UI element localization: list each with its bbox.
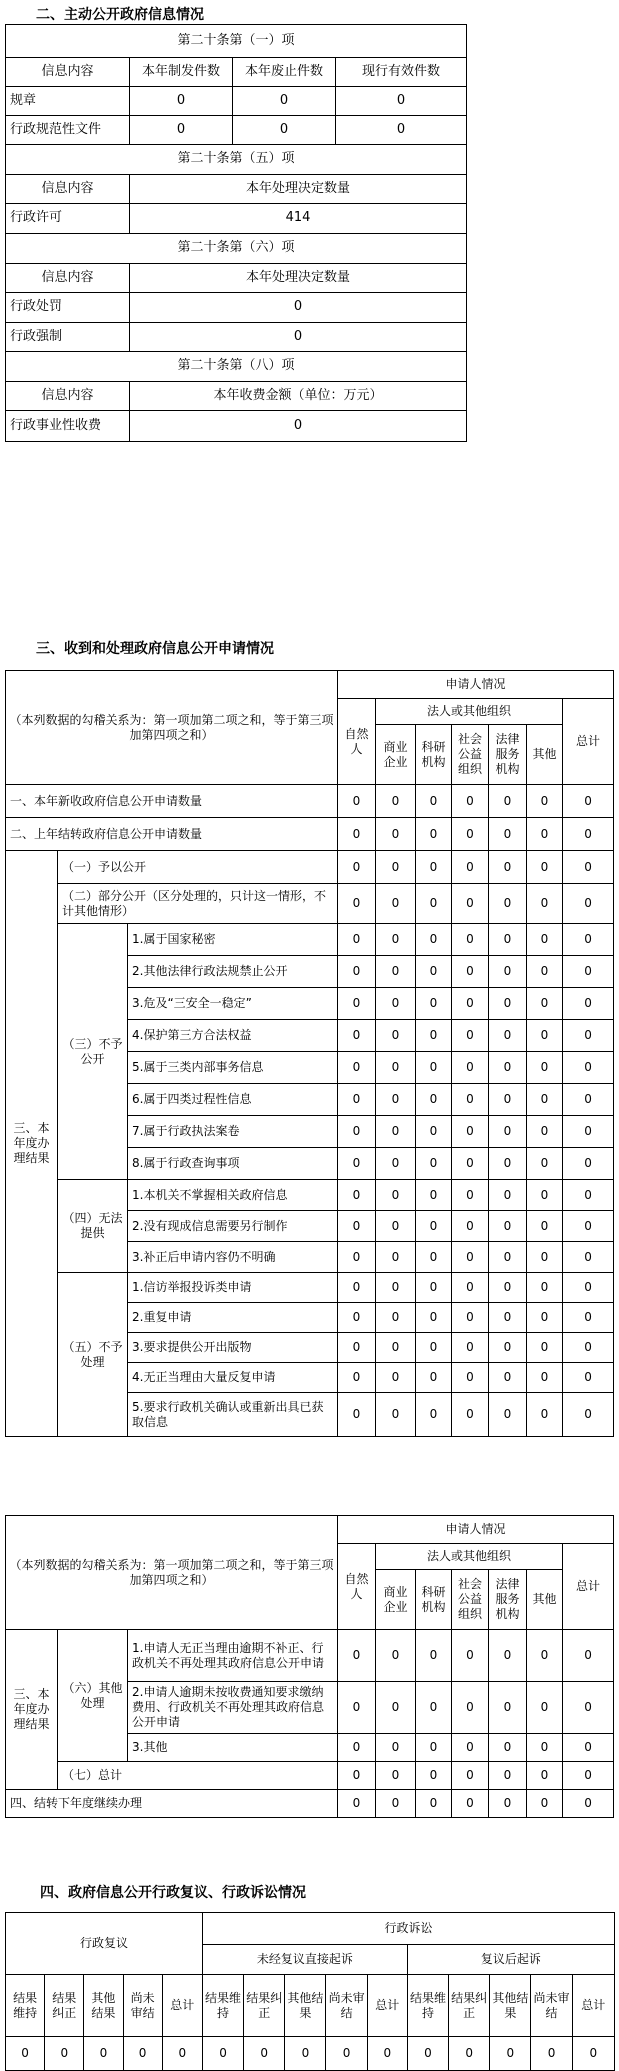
cell-count: 0 (376, 785, 416, 818)
col-header: 结果维持 (202, 1975, 243, 2037)
active-disclosure-table (5, 24, 467, 442)
header-other: 其他 (527, 725, 563, 785)
cell-count: 0 (527, 988, 563, 1020)
cell-count: 0 (527, 1393, 563, 1437)
cell-count: 0 (452, 1393, 489, 1437)
col-header: 总计 (572, 1975, 614, 2037)
cell-value: 0 (130, 116, 233, 145)
art20-8-title: 第二十条第（八）项 (6, 352, 467, 382)
section-title-2: 二、主动公开政府信息情况 (36, 7, 204, 23)
cell-count: 0 (489, 884, 527, 924)
header-info-content: 信息内容 (6, 264, 130, 293)
cell-count: 0 (376, 1333, 416, 1363)
cell-count: 0 (416, 1790, 452, 1818)
art20-5-title: 第二十条第（五）项 (6, 145, 467, 175)
cell-count: 0 (489, 1084, 527, 1116)
cell-count: 0 (416, 1052, 452, 1084)
cell-count: 0 (527, 1333, 563, 1363)
col-header: 结果维持 (407, 1975, 448, 2037)
cell-count: 0 (452, 1211, 489, 1242)
cell-count: 0 (338, 924, 376, 956)
col-header: 其他结果 (490, 1975, 531, 2037)
review-litigation-table (5, 1912, 615, 2071)
cell-count: 0 (376, 988, 416, 1020)
cell-count: 0 (563, 988, 614, 1020)
row-label: 行政处罚 (6, 293, 130, 323)
header-social: 社会公益组织 (452, 1570, 489, 1630)
section-title-4: 四、政府信息公开行政复议、行政诉讼情况 (40, 1885, 306, 1901)
item-not-processed: 1.信访举报投诉类申请 (128, 1273, 338, 1303)
header-info-content: 信息内容 (6, 382, 130, 411)
cell-count: 0 (527, 1211, 563, 1242)
cell-count: 0 (416, 1116, 452, 1148)
cell-count: 0 (376, 1630, 416, 1682)
col-header: 尚未审结 (123, 1975, 162, 2037)
cell-count: 0 (527, 1303, 563, 1333)
cell-count: 0 (489, 818, 527, 851)
cell-count: 0 (563, 1363, 614, 1393)
cell-value: 0 (336, 116, 467, 145)
cell-count: 0 (338, 1273, 376, 1303)
cell-count: 0 (416, 1303, 452, 1333)
cell-count: 0 (452, 1242, 489, 1273)
cell-value: 0 (130, 87, 233, 116)
cell-count: 0 (338, 1762, 376, 1790)
cell-count: 0 (527, 1148, 563, 1180)
cell-count: 0 (563, 1393, 614, 1437)
cell-count: 0 (452, 1084, 489, 1116)
cell-count: 0 (452, 1333, 489, 1363)
cell-count: 0 (489, 1116, 527, 1148)
cell-count: 0 (489, 1682, 527, 1734)
cell-count: 0 (338, 1242, 376, 1273)
cell-count: 0 (489, 1020, 527, 1052)
header-applicant: 申请人情况 (338, 671, 614, 699)
cell-count: 0 (527, 1052, 563, 1084)
cell-count: 0 (489, 1052, 527, 1084)
cell-count: 0 (452, 785, 489, 818)
cell-count: 0 (527, 1734, 563, 1762)
cell-count: 0 (416, 924, 452, 956)
header-decisions: 本年处理决定数量 (130, 264, 467, 293)
group-disclosed: （一）予以公开 (58, 851, 338, 884)
cell-count: 0 (489, 1393, 527, 1437)
item-not-disclosed: 6.属于四类过程性信息 (128, 1084, 338, 1116)
cell-count: 0 (376, 1363, 416, 1393)
cell-count: 0 (338, 1052, 376, 1084)
group-unable: （四）无法提供 (58, 1180, 128, 1273)
application-table-part1 (5, 670, 614, 1437)
cell-count: 0 (376, 818, 416, 851)
item-unable: 1.本机关不掌握相关政府信息 (128, 1180, 338, 1211)
cell-count: 0 (563, 1762, 614, 1790)
item-not-processed: 3.要求提供公开出版物 (128, 1333, 338, 1363)
cell-count: 0 (527, 924, 563, 956)
art20-6-title: 第二十条第（六）项 (6, 234, 467, 264)
group-not-processed: （五）不予处理 (58, 1273, 128, 1437)
cell-count: 0 (416, 785, 452, 818)
cell-count: 0 (527, 1363, 563, 1393)
cell-count: 0 (527, 1682, 563, 1734)
item-not-disclosed: 5.属于三类内部事务信息 (128, 1052, 338, 1084)
cell-count: 0 (416, 1084, 452, 1116)
cell-count: 0 (407, 2037, 448, 2071)
cell-count: 0 (202, 2037, 243, 2071)
cell-count: 0 (338, 1211, 376, 1242)
item-not-disclosed: 7.属于行政执法案卷 (128, 1116, 338, 1148)
cell-count: 0 (527, 785, 563, 818)
cell-count: 0 (376, 1211, 416, 1242)
cell-count: 0 (563, 1333, 614, 1363)
col-header: 总计 (162, 1975, 202, 2037)
group-total: （七）总计 (58, 1762, 338, 1790)
cell-count: 0 (452, 1363, 489, 1393)
col-header: 结果纠正 (449, 1975, 490, 2037)
cell-count: 0 (338, 1363, 376, 1393)
cell-count: 0 (338, 818, 376, 851)
cell-count: 0 (45, 2037, 84, 2071)
cell-count: 0 (489, 1242, 527, 1273)
cell-count: 0 (376, 1273, 416, 1303)
cell-count: 0 (563, 1630, 614, 1682)
cell-count: 0 (527, 1116, 563, 1148)
cell-count: 0 (452, 1303, 489, 1333)
cell-count: 0 (489, 924, 527, 956)
cell-count: 0 (338, 1116, 376, 1148)
cell-count: 0 (489, 1790, 527, 1818)
cell-count: 0 (338, 1790, 376, 1818)
cell-count: 0 (563, 1303, 614, 1333)
cell-count: 0 (416, 1363, 452, 1393)
cell-count: 0 (376, 1734, 416, 1762)
cell-count: 0 (376, 1180, 416, 1211)
header-natural: 自然人 (338, 699, 376, 785)
cell-count: 0 (452, 924, 489, 956)
cell-count: 0 (489, 1273, 527, 1303)
item-not-disclosed: 4.保护第三方合法权益 (128, 1020, 338, 1052)
cell-count: 0 (416, 1630, 452, 1682)
cell-count: 0 (489, 1734, 527, 1762)
cell-count: 0 (527, 1762, 563, 1790)
item-not-processed: 5.要求行政机关确认或重新出具已获取信息 (128, 1393, 338, 1437)
header-commercial: 商业企业 (376, 725, 416, 785)
cell-count: 0 (376, 1084, 416, 1116)
item-not-disclosed: 3.危及“三安全一稳定” (128, 988, 338, 1020)
cell-count: 0 (489, 1148, 527, 1180)
header-info-content: 信息内容 (6, 175, 130, 204)
header-research: 科研机构 (416, 725, 452, 785)
header-decisions: 本年处理决定数量 (130, 175, 467, 204)
header-legal: 法人或其他组织 (376, 699, 563, 725)
item-not-disclosed: 1.属于国家秘密 (128, 924, 338, 956)
item-not-processed: 4.无正当理由大量反复申请 (128, 1363, 338, 1393)
cell-count: 0 (452, 851, 489, 884)
cell-count: 0 (452, 1762, 489, 1790)
cell-count: 0 (452, 988, 489, 1020)
cell-count: 0 (563, 1052, 614, 1084)
cell-count: 0 (563, 924, 614, 956)
header-abolished: 本年废止件数 (233, 58, 336, 87)
row-results-label: 三、本年度办理结果 (6, 1630, 58, 1790)
cell-count: 0 (416, 1682, 452, 1734)
cell-count: 0 (489, 851, 527, 884)
cell-count: 0 (338, 1682, 376, 1734)
cell-count: 0 (452, 884, 489, 924)
cell-count: 0 (452, 818, 489, 851)
cell-count: 0 (563, 1020, 614, 1052)
header-applicant: 申请人情况 (338, 1516, 614, 1544)
cell-count: 0 (338, 1734, 376, 1762)
cell-count: 0 (449, 2037, 490, 2071)
cell-count: 0 (527, 1630, 563, 1682)
cell-count: 0 (338, 956, 376, 988)
cell-count: 0 (376, 1762, 416, 1790)
cell-count: 0 (563, 1790, 614, 1818)
cell-count: 0 (452, 1148, 489, 1180)
cell-count: 0 (452, 1734, 489, 1762)
cell-count: 0 (338, 1333, 376, 1363)
cell-count: 0 (563, 818, 614, 851)
cell-count: 0 (416, 818, 452, 851)
cell-count: 0 (527, 1273, 563, 1303)
cell-count: 0 (376, 1148, 416, 1180)
row-label: 行政事业性收费 (6, 411, 130, 442)
header-natural: 自然人 (338, 1544, 376, 1630)
header-legal: 法人或其他组织 (376, 1544, 563, 1570)
cell-count: 0 (376, 1242, 416, 1273)
cell-count: 0 (452, 1790, 489, 1818)
col-header: 结果纠正 (244, 1975, 285, 2037)
cell-count: 0 (416, 1180, 452, 1211)
cell-count: 0 (376, 1052, 416, 1084)
section-title-3: 三、收到和处理政府信息公开申请情况 (36, 641, 274, 657)
cell-count: 0 (452, 1273, 489, 1303)
cell-count: 0 (452, 1020, 489, 1052)
art20-1-title: 第二十条第（一）项 (6, 25, 467, 58)
cell-count: 0 (452, 1630, 489, 1682)
cell-count: 0 (367, 2037, 407, 2071)
header-social: 社会公益组织 (452, 725, 489, 785)
cell-count: 0 (572, 2037, 614, 2071)
cell-count: 0 (489, 956, 527, 988)
cell-count: 0 (563, 884, 614, 924)
cell-value: 0 (233, 87, 336, 116)
header-total: 总计 (563, 1544, 614, 1630)
cell-count: 0 (527, 1790, 563, 1818)
cell-count: 0 (376, 884, 416, 924)
item-other-processing: 3.其他 (128, 1734, 338, 1762)
cell-count: 0 (563, 1242, 614, 1273)
cell-count: 0 (563, 785, 614, 818)
cell-count: 0 (416, 988, 452, 1020)
item-not-disclosed: 8.属于行政查询事项 (128, 1148, 338, 1180)
cell-value: 0 (233, 116, 336, 145)
item-unable: 2.没有现成信息需要另行制作 (128, 1211, 338, 1242)
col-header: 其他结果 (285, 1975, 326, 2037)
row-results-label: 三、本年度办理结果 (6, 851, 58, 1437)
col-header: 尚未审结 (326, 1975, 367, 2037)
cell-count: 0 (489, 1762, 527, 1790)
cell-count: 0 (376, 1303, 416, 1333)
cell-count: 0 (563, 1273, 614, 1303)
cell-count: 0 (489, 785, 527, 818)
cell-value: 0 (336, 87, 467, 116)
cell-count: 0 (285, 2037, 326, 2071)
header-other: 其他 (527, 1570, 563, 1630)
cell-count: 0 (416, 1734, 452, 1762)
cell-count: 0 (563, 1116, 614, 1148)
header-note: （本列数据的勾稽关系为：第一项加第二项之和，等于第三项加第四项之和） (6, 1516, 338, 1630)
cell-count: 0 (452, 1052, 489, 1084)
header-commercial: 商业企业 (376, 1570, 416, 1630)
header-info-content: 信息内容 (6, 58, 130, 87)
cell-count: 0 (527, 1180, 563, 1211)
cell-count: 0 (338, 1630, 376, 1682)
cell-count: 0 (416, 1273, 452, 1303)
cell-count: 0 (416, 1393, 452, 1437)
header-research: 科研机构 (416, 1570, 452, 1630)
cell-count: 0 (489, 988, 527, 1020)
cell-count: 0 (490, 2037, 531, 2071)
application-table-part2 (5, 1515, 614, 1818)
cell-count: 0 (376, 851, 416, 884)
cell-count: 0 (416, 851, 452, 884)
cell-count: 0 (244, 2037, 285, 2071)
cell-count: 0 (531, 2037, 572, 2071)
cell-count: 0 (376, 956, 416, 988)
col-header: 结果纠正 (45, 1975, 84, 2037)
cell-count: 0 (338, 1393, 376, 1437)
cell-count: 0 (338, 1180, 376, 1211)
cell-count: 0 (376, 1116, 416, 1148)
cell-count: 0 (123, 2037, 162, 2071)
col-header: 尚未审结 (531, 1975, 572, 2037)
cell-count: 0 (416, 1020, 452, 1052)
header-fee: 本年收费金额（单位：万元） (130, 382, 467, 411)
cell-count: 0 (84, 2037, 123, 2071)
group-not-disclosed: （三）不予公开 (58, 924, 128, 1180)
cell-count: 0 (563, 851, 614, 884)
row-label: 行政规范性文件 (6, 116, 130, 145)
item-unable: 3.补正后申请内容仍不明确 (128, 1242, 338, 1273)
header-law: 法律服务机构 (489, 725, 527, 785)
header-valid: 现行有效件数 (336, 58, 467, 87)
cell-value: 0 (130, 293, 467, 323)
cell-count: 0 (376, 1020, 416, 1052)
cell-count: 0 (489, 1630, 527, 1682)
cell-count: 0 (563, 1180, 614, 1211)
cell-count: 0 (416, 1211, 452, 1242)
cell-count: 0 (527, 1084, 563, 1116)
header-total: 总计 (563, 699, 614, 785)
group-other-processing: （六）其他处理 (58, 1630, 128, 1762)
row-carry-forward: 四、结转下年度继续办理 (6, 1790, 338, 1818)
cell-count: 0 (527, 884, 563, 924)
cell-count: 0 (563, 1682, 614, 1734)
cell-count: 0 (452, 1682, 489, 1734)
header-litigation: 行政诉讼 (202, 1913, 614, 1945)
group-partial: （二）部分公开（区分处理的，只计这一情形，不计其他情形） (58, 884, 338, 924)
col-header: 其他结果 (84, 1975, 123, 2037)
cell-count: 0 (489, 1333, 527, 1363)
item-other-processing: 1.申请人无正当理由逾期不补正、行政机关不再处理其政府信息公开申请 (128, 1630, 338, 1682)
row-label: 规章 (6, 87, 130, 116)
cell-count: 0 (338, 785, 376, 818)
cell-count: 0 (489, 1303, 527, 1333)
cell-count: 0 (527, 956, 563, 988)
cell-count: 0 (489, 1180, 527, 1211)
cell-value: 0 (130, 323, 467, 352)
row-new-applications: 一、本年新收政府信息公开申请数量 (6, 785, 338, 818)
cell-count: 0 (338, 884, 376, 924)
cell-count: 0 (6, 2037, 45, 2071)
header-law: 法律服务机构 (489, 1570, 527, 1630)
cell-count: 0 (527, 851, 563, 884)
cell-count: 0 (527, 1242, 563, 1273)
cell-count: 0 (563, 1084, 614, 1116)
cell-count: 0 (452, 1116, 489, 1148)
cell-count: 0 (563, 1211, 614, 1242)
header-note: （本列数据的勾稽关系为：第一项加第二项之和，等于第三项加第四项之和） (6, 671, 338, 785)
item-not-disclosed: 2.其他法律行政法规禁止公开 (128, 956, 338, 988)
header-direct: 未经复议直接起诉 (202, 1945, 407, 1975)
cell-count: 0 (489, 1211, 527, 1242)
header-issued: 本年制发件数 (130, 58, 233, 87)
row-carried-applications: 二、上年结转政府信息公开申请数量 (6, 818, 338, 851)
cell-count: 0 (338, 851, 376, 884)
cell-count: 0 (489, 1363, 527, 1393)
cell-count: 0 (527, 1020, 563, 1052)
cell-count: 0 (416, 1242, 452, 1273)
cell-value: 414 (130, 204, 467, 234)
cell-count: 0 (338, 1303, 376, 1333)
cell-count: 0 (338, 1148, 376, 1180)
cell-count: 0 (326, 2037, 367, 2071)
cell-count: 0 (416, 884, 452, 924)
header-review: 行政复议 (6, 1913, 203, 1975)
cell-count: 0 (527, 818, 563, 851)
cell-count: 0 (416, 1148, 452, 1180)
cell-count: 0 (452, 956, 489, 988)
cell-count: 0 (338, 1020, 376, 1052)
cell-value: 0 (130, 411, 467, 442)
col-header: 总计 (367, 1975, 407, 2037)
cell-count: 0 (416, 956, 452, 988)
row-label: 行政强制 (6, 323, 130, 352)
cell-count: 0 (338, 1084, 376, 1116)
cell-count: 0 (376, 1682, 416, 1734)
cell-count: 0 (376, 924, 416, 956)
cell-count: 0 (376, 1790, 416, 1818)
cell-count: 0 (563, 956, 614, 988)
header-after: 复议后起诉 (407, 1945, 614, 1975)
cell-count: 0 (452, 1180, 489, 1211)
col-header: 结果维持 (6, 1975, 45, 2037)
cell-count: 0 (162, 2037, 202, 2071)
cell-count: 0 (338, 988, 376, 1020)
cell-count: 0 (376, 1393, 416, 1437)
cell-count: 0 (563, 1148, 614, 1180)
item-not-processed: 2.重复申请 (128, 1303, 338, 1333)
cell-count: 0 (416, 1762, 452, 1790)
item-other-processing: 2.申请人逾期未按收费通知要求缴纳费用、行政机关不再处理其政府信息公开申请 (128, 1682, 338, 1734)
cell-count: 0 (416, 1333, 452, 1363)
row-label: 行政许可 (6, 204, 130, 234)
cell-count: 0 (563, 1734, 614, 1762)
